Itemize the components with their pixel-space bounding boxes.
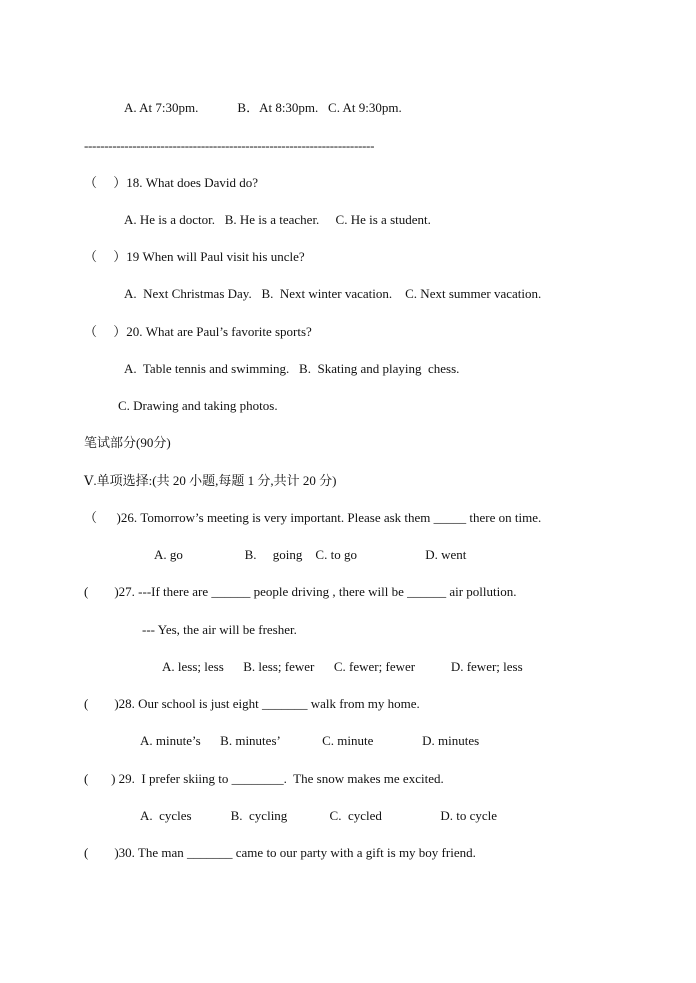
part-v-heading: Ⅴ.单项选择:(共 20 小题,每题 1 分,共计 20 分) <box>84 473 337 488</box>
question-26-stem: （ )26. Tomorrow’s meeting is very important. Please ask them _____ there on time. <box>84 510 542 525</box>
question-29-options: A. cycles B. cycling C. cycled D. to cycle <box>140 808 498 823</box>
question-26-options: A. go B. going C. to go D. went <box>154 547 467 562</box>
question-20-stem: （ ）20. What are Paul’s favorite sports? <box>84 324 312 339</box>
question-27-response: --- Yes, the air will be fresher. <box>142 622 297 637</box>
section-separator: ------------------------------------------------------------------------ <box>84 138 375 153</box>
question-28-options: A. minute’s B. minutes’ C. minute D. minutes <box>140 733 480 748</box>
question-27-stem: ( )27. ---If there are ______ people driving , there will be ______ air pollution. <box>84 584 517 599</box>
question-20-option-c: C. Drawing and taking photos. <box>118 398 278 413</box>
question-29-stem: ( ) 29. I prefer skiing to ________. The snow makes me excited. <box>84 771 444 786</box>
question-18-stem: （ ）18. What does David do? <box>84 175 259 190</box>
written-section-heading: 笔试部分(90分) <box>84 435 171 450</box>
question-28-stem: ( )28. Our school is just eight _______ walk from my home. <box>84 696 420 711</box>
question-17-options: A. At 7:30pm. B．At 8:30pm. C. At 9:30pm. <box>124 100 402 115</box>
question-19-stem: （ ）19 When will Paul visit his uncle? <box>84 249 305 264</box>
question-30-stem: ( )30. The man _______ came to our party with a gift is my boy friend. <box>84 845 476 860</box>
question-19-options: A. Next Christmas Day. B. Next winter vacation. C. Next summer vacation. <box>124 286 542 301</box>
question-27-options: A. less; less B. less; fewer C. fewer; fewer D. fewer; less <box>162 659 523 674</box>
question-18-options: A. He is a doctor. B. He is a teacher. C. He is a student. <box>124 212 431 227</box>
question-20-options-ab: A. Table tennis and swimming. B. Skating and playing chess. <box>124 361 460 376</box>
